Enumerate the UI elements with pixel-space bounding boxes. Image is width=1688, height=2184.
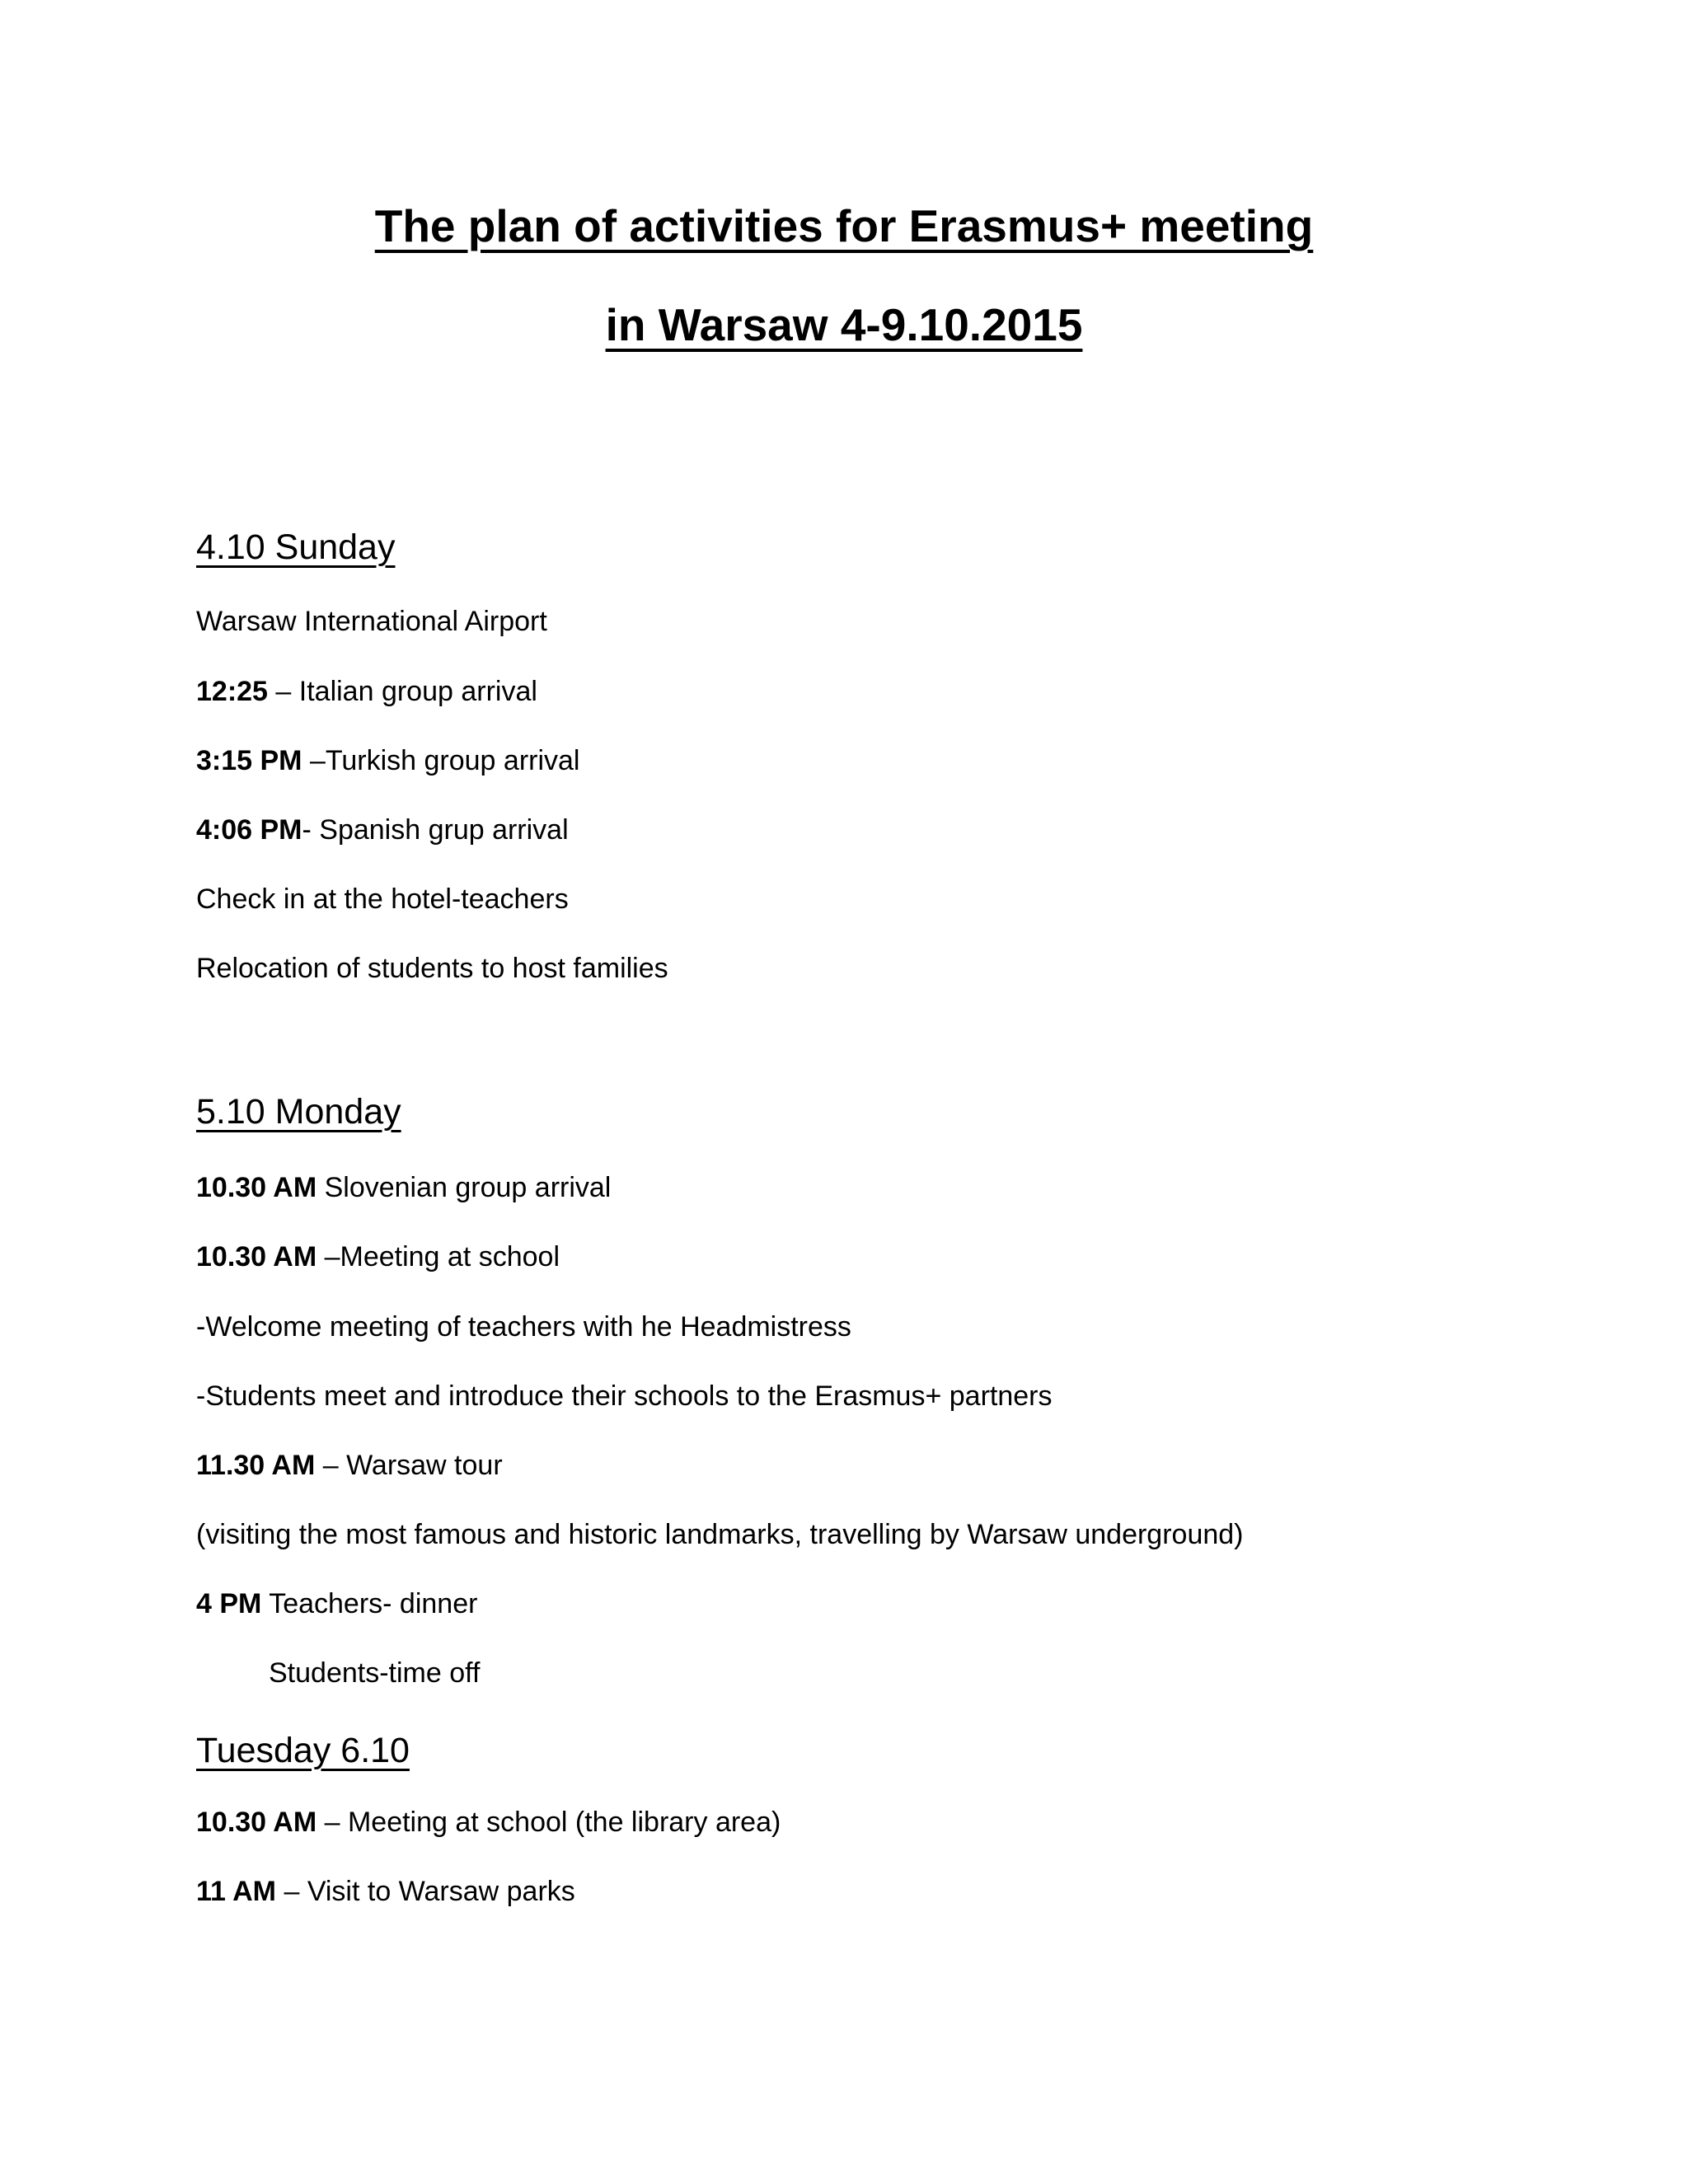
schedule-item: [196, 1588, 477, 1620]
schedule-item: [196, 1311, 851, 1343]
item-text: –Turkish group arrival: [302, 745, 580, 776]
schedule-item: [196, 606, 547, 638]
title-line-2: in Warsaw 4-9.10.2015: [605, 299, 1083, 350]
schedule-item: [269, 1657, 480, 1690]
item-time: 10.30 AM: [196, 1807, 317, 1838]
schedule-item: [196, 676, 537, 708]
item-text: – Visit to Warsaw parks: [276, 1876, 575, 1907]
item-text: Check in at the hotel-teachers: [196, 883, 569, 915]
schedule-item: [196, 814, 569, 846]
item-time: 11.30 AM: [196, 1450, 316, 1481]
item-time: 4:06 PM: [196, 814, 302, 846]
schedule-item: [196, 1807, 781, 1839]
schedule-item: [196, 1519, 1244, 1551]
schedule-item: [196, 883, 569, 916]
day-heading: 4.10 Sunday: [196, 527, 396, 567]
item-text: – Warsaw tour: [315, 1450, 503, 1481]
item-text: (visiting the most famous and historic landmarks, travelling by Warsaw underground): [196, 1519, 1244, 1550]
schedule-item: [196, 1241, 560, 1273]
item-text: – Italian group arrival: [267, 676, 537, 707]
item-text: Relocation of students to host families: [196, 953, 668, 984]
item-time: 11 AM: [196, 1876, 277, 1907]
title-line-1: The plan of activities for Erasmus+ meeting: [374, 200, 1314, 251]
schedule-item: [196, 1876, 575, 1908]
item-time: 10.30 AM: [196, 1241, 317, 1272]
schedule-item: [196, 1380, 1053, 1413]
day-heading: 5.10 Monday: [196, 1092, 401, 1132]
day-heading: Tuesday 6.10: [196, 1731, 410, 1770]
schedule-item: [196, 1450, 503, 1482]
item-text: -Welcome meeting of teachers with he Headmistress: [196, 1311, 851, 1343]
item-time: 10.30 AM: [196, 1172, 317, 1203]
item-time: 3:15 PM: [196, 745, 302, 776]
item-text: –Meeting at school: [316, 1241, 560, 1272]
item-text: - Spanish grup arrival: [302, 814, 569, 846]
schedule-item: [196, 953, 668, 985]
item-text: Slovenian group arrival: [316, 1172, 612, 1203]
schedule-item: [196, 1172, 611, 1204]
item-text: Warsaw International Airport: [196, 606, 547, 637]
item-text: – Meeting at school (the library area): [316, 1807, 781, 1838]
schedule-item: [196, 745, 579, 777]
item-text: Students-time off: [269, 1657, 481, 1689]
item-text: -Students meet and introduce their schools to the Erasmus+ partners: [196, 1380, 1053, 1412]
item-text: Teachers- dinner: [261, 1588, 478, 1619]
item-time: 12:25: [196, 676, 268, 707]
item-time: 4 PM: [196, 1588, 262, 1619]
